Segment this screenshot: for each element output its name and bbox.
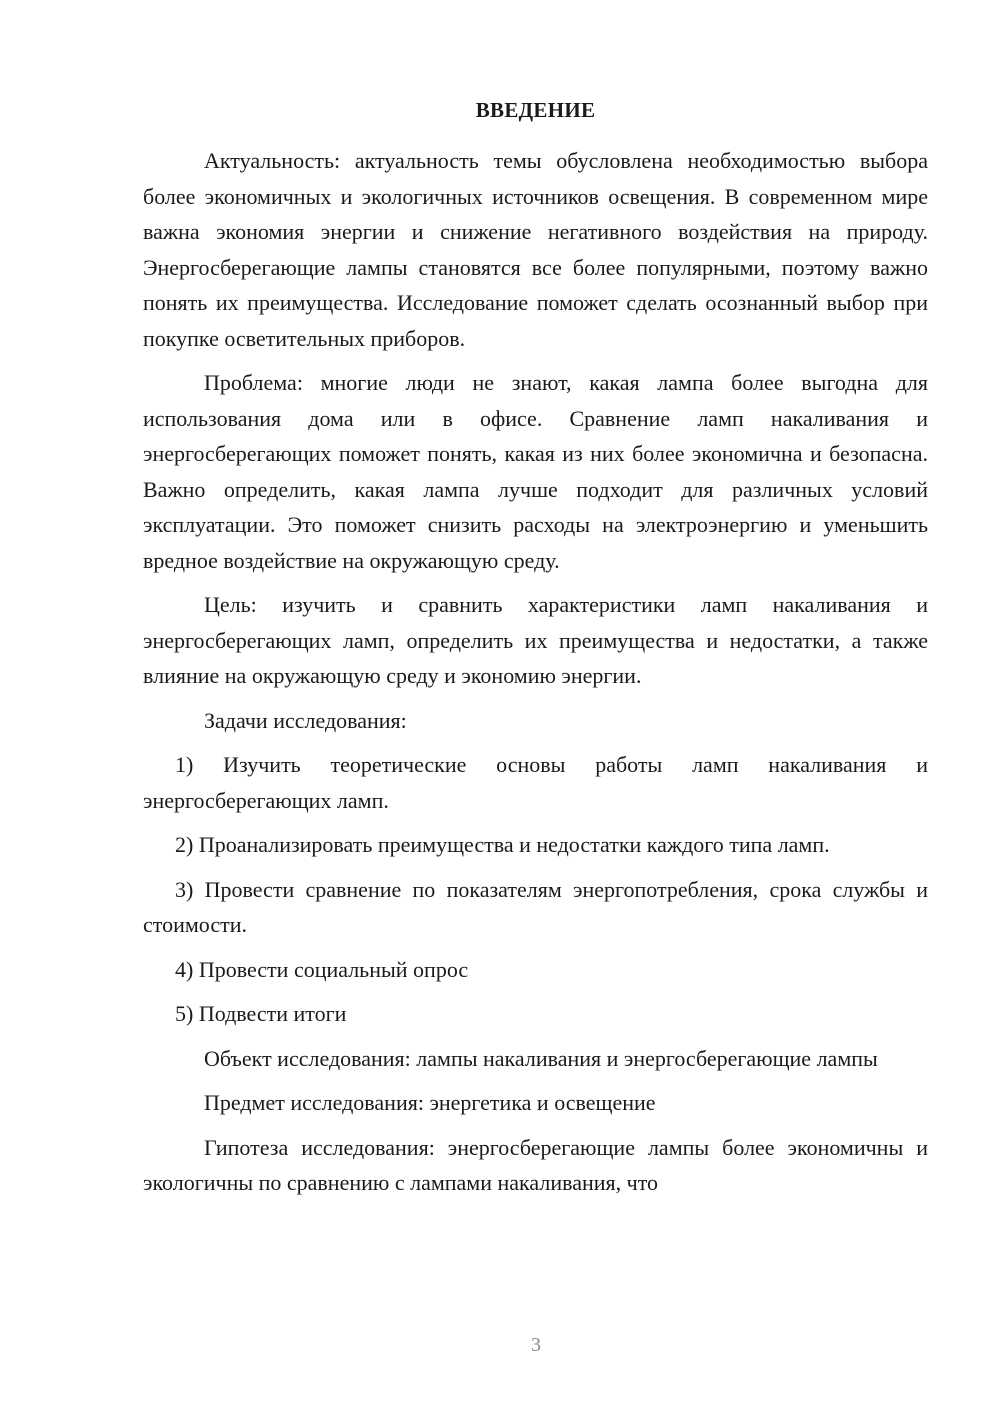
paragraph-tasks-heading: Задачи исследования:	[204, 707, 407, 733]
paragraph-object: Объект исследования: лампы накаливания и энергосберегающие лампы	[204, 1045, 878, 1071]
page-number: 3	[531, 1334, 541, 1356]
task-item-5: 5) Подвести итоги	[175, 1001, 347, 1026]
task-item-2: 2) Проанализировать преимущества и недостатки каждого типа ламп.	[175, 832, 830, 857]
section-title: ВВЕДЕНИЕ	[475, 98, 596, 122]
paragraph-problem: Проблема: многие люди не знают, какая лампа более выгодна для использования дома или в офисе. Сравнение ламп накаливания и энергосберегающих поможет понять, какая из них более экономична и безопасна. Важно определить, какая лампа лучше подходит для различных условий эксплуатации. Это поможет снизить расходы на электроэнергию и уменьшить вредное воздействие на окружающую среду.	[143, 370, 928, 573]
paragraph-subject: Предмет исследования: энергетика и освещение	[204, 1090, 656, 1115]
task-item-4: 4) Провести социальный опрос	[175, 956, 469, 982]
task-item-3: 3) Провести сравнение по показателям энергопотребления, срока службы и стоимости.	[143, 876, 928, 937]
paragraph-goal: Цель: изучить и сравнить характеристики ламп накаливания и энергосберегающих ламп, определить их преимущества и недостатки, а также влияние на окружающую среду и экономию энергии.	[143, 592, 928, 688]
paragraph-hypothesis: Гипотеза исследования: энергосберегающие лампы более экономичны и экологичны по сравнению с лампами накаливания, что	[143, 1134, 928, 1195]
page-content	[143, 94, 928, 1210]
task-item-1: 1) Изучить теоретические основы работы ламп накаливания и энергосберегающих ламп.	[143, 752, 928, 813]
paragraph-relevance: Актуальность: актуальность темы обусловлена необходимостью выбора более экономичных и экологичных источников освещения. В современном мире важна экономия энергии и снижение негативного воздействия на природу. Энергосберегающие лампы становятся все более популярными, поэтому важно понять их преимущества. Исследование поможет сделать осознанный выбор при покупке осветительных приборов.	[143, 148, 928, 351]
